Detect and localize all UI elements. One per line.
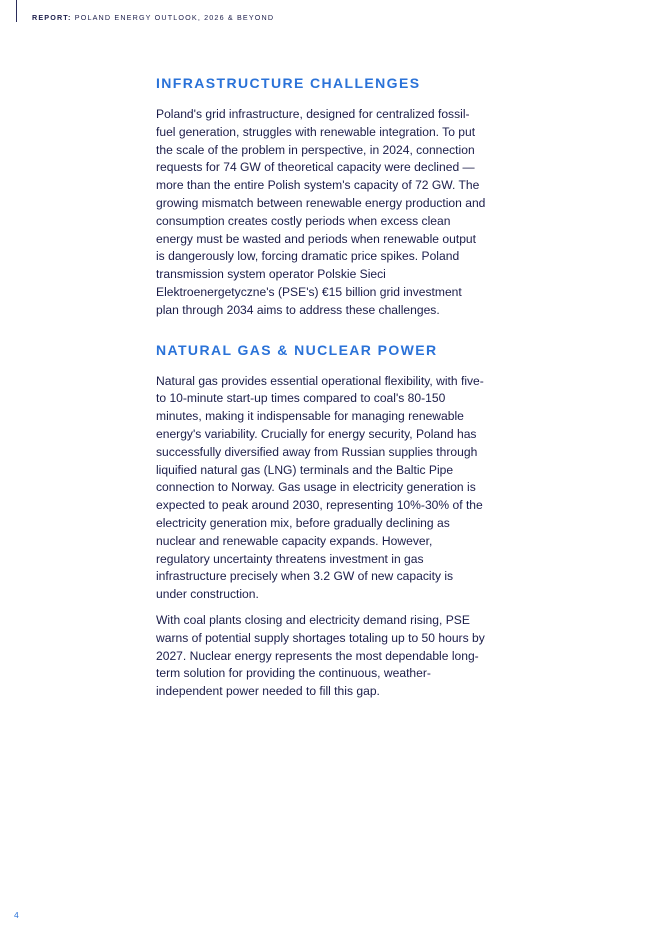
section-heading-infrastructure: INFRASTRUCTURE CHALLENGES (156, 75, 421, 91)
header-divider (16, 0, 17, 22)
article-body (156, 74, 486, 709)
paragraph: Natural gas provides essential operational flexibility, with five- to 10-minute start-up times compared to coal's 80-150 minutes, making it indispensable for managing renewable energy's variability. Crucially for energy security, Poland has successfully diversified away from Russian supplies through liquified natural gas (LNG) terminals and the Baltic Pipe connection to Norway. Gas usage in electricity generation is expected to peak around 2030, representing 10%-30% of the electricity generation mix, before gradually declining as nuclear and renewable capacity expands. However, regulatory uncertainty threatens investment in gas infrastructure precisely when 3.2 GW of new capacity is under construction. (156, 373, 484, 602)
paragraph: Poland's grid infrastructure, designed for centralized fossil-fuel generation, struggles with renewable integration. To put the scale of the problem in perspective, in 2024, connection requests for 74 GW of theoretical capacity were declined — more than the entire Polish system's capacity of 72 GW. The growing mismatch between renewable energy production and consumption creates costly periods when excess clean energy must be wasted and periods when renewable output is dangerously low, forcing dramatic price spikes. Poland transmission system operator Polskie Sieci Elektroenergetyczne's (PSE's) €15 billion grid investment plan through 2034 aims to address these challenges. (156, 107, 486, 317)
section-heading-natural-gas-nuclear: NATURAL GAS & NUCLEAR POWER (156, 341, 438, 358)
header-title: POLAND ENERGY OUTLOOK, 2026 & BEYOND (74, 13, 275, 22)
header-label: REPORT: (32, 13, 72, 22)
page-number: 4 (14, 910, 19, 920)
paragraph: With coal plants closing and electricity demand rising, PSE warns of potential supply shortages totaling up to 50 hours by 2027. Nuclear energy represents the most dependable long-term solution for providing the continuous, weather-independent power needed to fill this gap. (156, 612, 485, 699)
running-header (32, 13, 274, 23)
